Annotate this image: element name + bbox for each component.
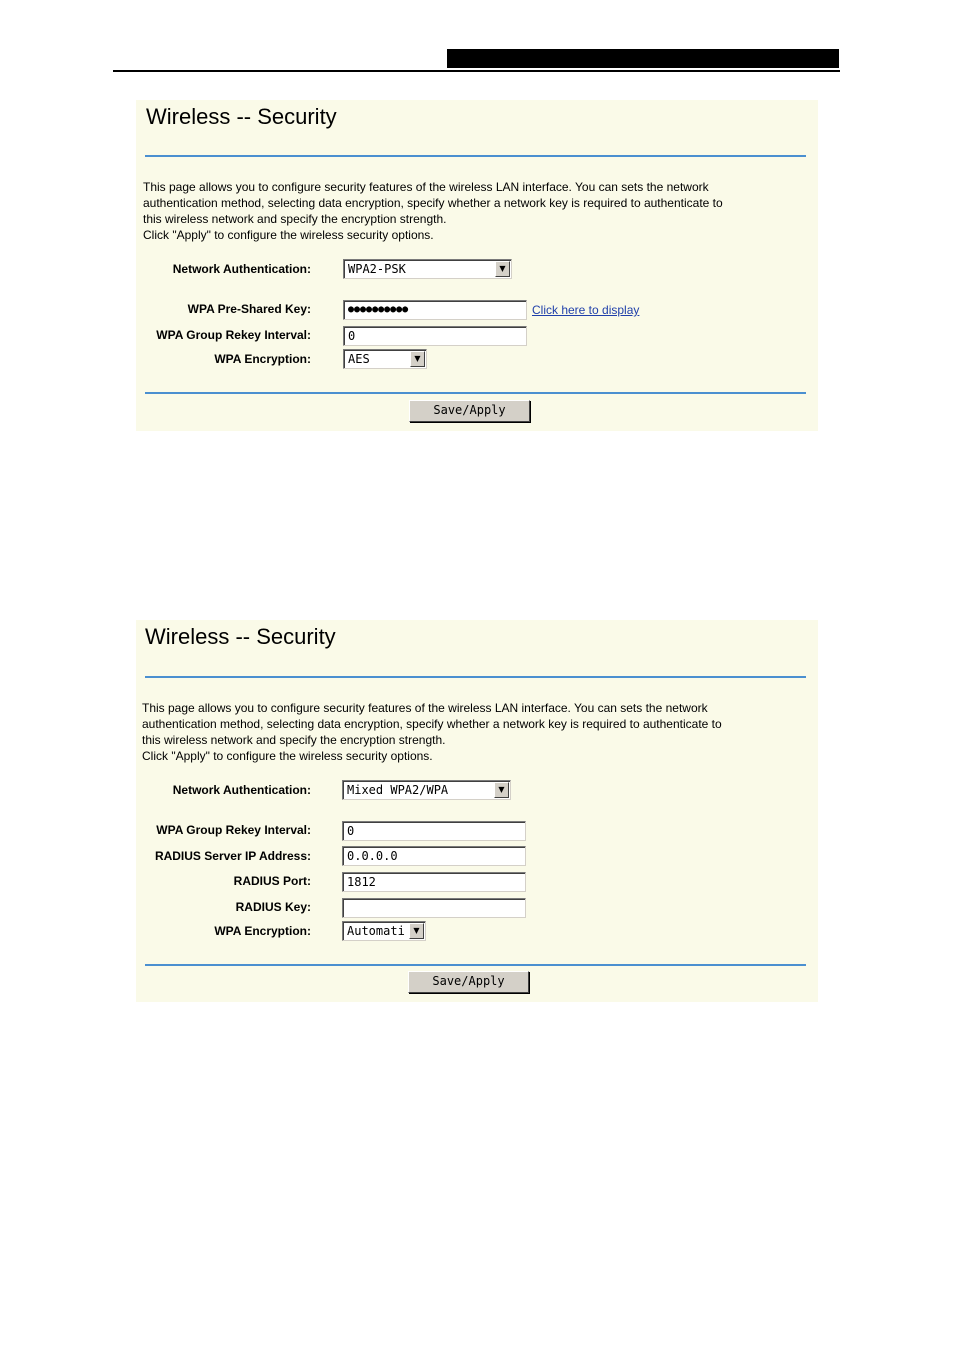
network-auth-label: Network Authentication: — [172, 783, 311, 797]
divider — [145, 676, 806, 678]
security-panel-psk — [136, 100, 818, 431]
network-auth-value: Mixed WPA2/WPA — [347, 783, 449, 797]
radius-ip-label: RADIUS Server IP Address: — [154, 849, 311, 863]
rekey-input[interactable]: 0 — [342, 821, 526, 841]
encryption-label: WPA Encryption: — [214, 352, 311, 366]
network-auth-select[interactable] — [342, 780, 511, 800]
description-line: this wireless network and specify the encryption strength. — [142, 733, 446, 747]
chevron-down-icon: ▼ — [410, 351, 425, 367]
page-title: Wireless -- Security — [145, 624, 336, 649]
divider — [145, 964, 806, 966]
description-line: this wireless network and specify the encryption strength. — [143, 212, 447, 226]
show-key-link[interactable]: Click here to display — [532, 303, 640, 317]
save-apply-button[interactable]: Save/Apply — [409, 400, 530, 422]
description — [143, 179, 793, 243]
encryption-label: WPA Encryption: — [214, 924, 311, 938]
encryption-select[interactable] — [343, 349, 427, 369]
radius-ip-input[interactable]: 0.0.0.0 — [342, 846, 526, 866]
description — [142, 700, 792, 764]
radius-key-input[interactable] — [342, 898, 526, 918]
network-auth-value: WPA2-PSK — [348, 262, 406, 276]
psk-label: WPA Pre-Shared Key: — [187, 302, 311, 316]
network-auth-select[interactable] — [343, 259, 512, 279]
encryption-value: AES — [348, 352, 370, 366]
description-line: This page allows you to configure security features of the wireless LAN interface. You can sets the network — [142, 701, 708, 715]
chevron-down-icon: ▼ — [495, 261, 510, 277]
page-title: Wireless -- Security — [146, 104, 337, 129]
security-panel-radius — [136, 620, 818, 1002]
chevron-down-icon: ▼ — [494, 782, 509, 798]
radius-port-input[interactable]: 1812 — [342, 872, 526, 892]
encryption-value: Automati — [347, 924, 405, 938]
save-apply-button[interactable]: Save/Apply — [408, 971, 529, 993]
description-line: authentication method, selecting data encryption, specify whether a network key is required to authenticate to — [143, 196, 723, 210]
radius-key-label: RADIUS Key: — [235, 900, 311, 914]
divider — [145, 155, 806, 157]
rekey-label: WPA Group Rekey Interval: — [156, 328, 311, 342]
rekey-input[interactable]: 0 — [343, 326, 527, 346]
description-line: Click "Apply" to configure the wireless security options. — [143, 228, 434, 242]
header-bar — [447, 49, 839, 68]
psk-input[interactable]: ●●●●●●●●●● — [343, 300, 527, 320]
radius-port-label: RADIUS Port: — [233, 874, 311, 888]
chevron-down-icon: ▼ — [409, 923, 424, 939]
description-line: Click "Apply" to configure the wireless security options. — [142, 749, 433, 763]
network-auth-label: Network Authentication: — [172, 262, 311, 276]
encryption-select[interactable] — [342, 921, 426, 941]
header-rule — [113, 70, 840, 72]
description-line: This page allows you to configure security features of the wireless LAN interface. You can sets the network — [143, 180, 709, 194]
description-line: authentication method, selecting data encryption, specify whether a network key is required to authenticate to — [142, 717, 722, 731]
divider — [145, 392, 806, 394]
rekey-label: WPA Group Rekey Interval: — [156, 823, 311, 837]
